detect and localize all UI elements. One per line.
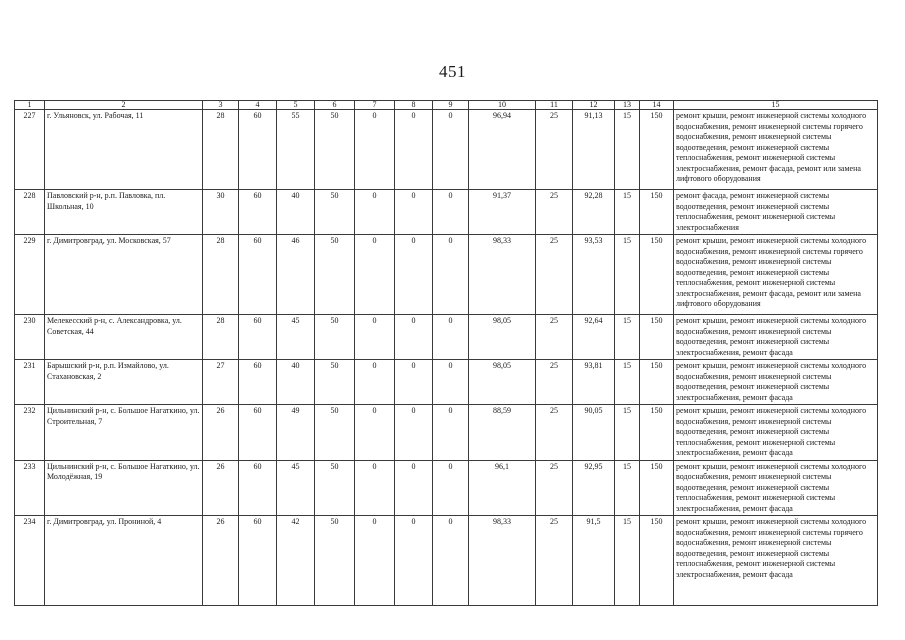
works-cell: ремонт крыши, ремонт инженерной системы холодного водоснабжения, ремонт инженерной системы водоотведения, ремонт инженерной системы электроснабжения, ремонт фасада — [674, 360, 878, 405]
value-cell: 0 — [355, 516, 395, 606]
value-cell: 91,5 — [573, 516, 615, 606]
value-cell: 93,53 — [573, 235, 615, 315]
value-cell: 45 — [277, 315, 315, 360]
column-header: 2 — [45, 101, 203, 110]
column-header: 1 — [15, 101, 45, 110]
value-cell: 0 — [395, 460, 433, 516]
address-cell: Мелекесский р-н, с. Александровка, ул. Советская, 44 — [45, 315, 203, 360]
value-cell: 25 — [536, 460, 573, 516]
value-cell: 15 — [615, 110, 640, 190]
value-cell: 60 — [239, 460, 277, 516]
value-cell: 28 — [203, 235, 239, 315]
value-cell: 92,95 — [573, 460, 615, 516]
table-row — [15, 516, 878, 606]
value-cell: 45 — [277, 460, 315, 516]
value-cell: 150 — [640, 190, 674, 235]
works-cell: ремонт крыши, ремонт инженерной системы холодного водоснабжения, ремонт инженерной системы водоотведения, ремонт инженерной системы электроснабжения, ремонт фасада — [674, 315, 878, 360]
works-cell: ремонт крыши, ремонт инженерной системы холодного водоснабжения, ремонт инженерной системы горячего водоснабжения, ремонт инженерной системы водоотведения, ремонт инженерной системы теплоснабжения, ремонт инженерной системы электроснабжения, ремонт фасада, ремонт или замена лифтового оборудования — [674, 110, 878, 190]
row-number: 232 — [15, 405, 45, 461]
value-cell: 150 — [640, 315, 674, 360]
value-cell: 28 — [203, 110, 239, 190]
value-cell: 96,1 — [469, 460, 536, 516]
row-number: 231 — [15, 360, 45, 405]
value-cell: 96,94 — [469, 110, 536, 190]
value-cell: 0 — [433, 360, 469, 405]
value-cell: 26 — [203, 405, 239, 461]
works-cell: ремонт крыши, ремонт инженерной системы холодного водоснабжения, ремонт инженерной системы водоотведения, ремонт инженерной системы теплоснабжения, ремонт инженерной системы электроснабжения, ремонт фасада — [674, 460, 878, 516]
value-cell: 25 — [536, 235, 573, 315]
value-cell: 0 — [355, 315, 395, 360]
column-header: 3 — [203, 101, 239, 110]
value-cell: 50 — [315, 315, 355, 360]
value-cell: 50 — [315, 516, 355, 606]
column-header: 5 — [277, 101, 315, 110]
value-cell: 30 — [203, 190, 239, 235]
value-cell: 93,81 — [573, 360, 615, 405]
value-cell: 27 — [203, 360, 239, 405]
value-cell: 40 — [277, 360, 315, 405]
works-cell: ремонт крыши, ремонт инженерной системы холодного водоснабжения, ремонт инженерной системы горячего водоснабжения, ремонт инженерной системы водоотведения, ремонт инженерной системы теплоснабжения, ремонт инженерной системы электроснабжения, ремонт фасада — [674, 516, 878, 606]
value-cell: 25 — [536, 360, 573, 405]
value-cell: 46 — [277, 235, 315, 315]
table-row — [15, 110, 878, 190]
value-cell: 0 — [433, 460, 469, 516]
column-header: 8 — [395, 101, 433, 110]
value-cell: 0 — [395, 405, 433, 461]
value-cell: 26 — [203, 460, 239, 516]
value-cell: 0 — [395, 110, 433, 190]
value-cell: 150 — [640, 235, 674, 315]
value-cell: 15 — [615, 190, 640, 235]
value-cell: 91,37 — [469, 190, 536, 235]
column-header: 15 — [674, 101, 878, 110]
value-cell: 60 — [239, 360, 277, 405]
value-cell: 15 — [615, 360, 640, 405]
value-cell: 25 — [536, 315, 573, 360]
value-cell: 15 — [615, 460, 640, 516]
value-cell: 25 — [536, 190, 573, 235]
value-cell: 0 — [395, 315, 433, 360]
value-cell: 98,33 — [469, 235, 536, 315]
value-cell: 150 — [640, 460, 674, 516]
column-header: 10 — [469, 101, 536, 110]
address-cell: Цильнинский р-н, с. Большое Нагаткино, ул. Молодёжная, 19 — [45, 460, 203, 516]
row-number: 234 — [15, 516, 45, 606]
value-cell: 0 — [355, 110, 395, 190]
value-cell: 98,05 — [469, 360, 536, 405]
value-cell: 0 — [395, 516, 433, 606]
table-row — [15, 360, 878, 405]
value-cell: 91,13 — [573, 110, 615, 190]
value-cell: 40 — [277, 190, 315, 235]
value-cell: 50 — [315, 190, 355, 235]
value-cell: 0 — [355, 405, 395, 461]
value-cell: 0 — [433, 110, 469, 190]
value-cell: 0 — [433, 190, 469, 235]
value-cell: 60 — [239, 190, 277, 235]
value-cell: 15 — [615, 516, 640, 606]
page-number: 451 — [439, 62, 466, 81]
header-row — [15, 101, 878, 110]
value-cell: 60 — [239, 516, 277, 606]
row-number: 233 — [15, 460, 45, 516]
address-cell: г. Ульяновск, ул. Рабочая, 11 — [45, 110, 203, 190]
value-cell: 92,64 — [573, 315, 615, 360]
row-number: 230 — [15, 315, 45, 360]
value-cell: 0 — [433, 405, 469, 461]
value-cell: 50 — [315, 460, 355, 516]
value-cell: 25 — [536, 405, 573, 461]
value-cell: 15 — [615, 405, 640, 461]
value-cell: 88,59 — [469, 405, 536, 461]
value-cell: 55 — [277, 110, 315, 190]
value-cell: 42 — [277, 516, 315, 606]
address-cell: Павловский р-н, р.п. Павловка, пл. Школьная, 10 — [45, 190, 203, 235]
works-cell: ремонт крыши, ремонт инженерной системы холодного водоснабжения, ремонт инженерной системы горячего водоснабжения, ремонт инженерной системы водоотведения, ремонт инженерной системы теплоснабжения, ремонт инженерной системы электроснабжения, ремонт фасада, ремонт или замена лифтового оборудования — [674, 235, 878, 315]
value-cell: 0 — [433, 516, 469, 606]
value-cell: 150 — [640, 405, 674, 461]
value-cell: 150 — [640, 360, 674, 405]
value-cell: 50 — [315, 235, 355, 315]
value-cell: 150 — [640, 516, 674, 606]
value-cell: 0 — [395, 190, 433, 235]
value-cell: 26 — [203, 516, 239, 606]
value-cell: 50 — [315, 110, 355, 190]
column-header: 13 — [615, 101, 640, 110]
column-header: 4 — [239, 101, 277, 110]
value-cell: 0 — [355, 190, 395, 235]
value-cell: 60 — [239, 405, 277, 461]
table-row — [15, 235, 878, 315]
value-cell: 25 — [536, 110, 573, 190]
address-cell: г. Димитровград, ул. Прониной, 4 — [45, 516, 203, 606]
value-cell: 49 — [277, 405, 315, 461]
value-cell: 50 — [315, 360, 355, 405]
table-row — [15, 460, 878, 516]
value-cell: 0 — [395, 235, 433, 315]
value-cell: 90,05 — [573, 405, 615, 461]
column-header: 14 — [640, 101, 674, 110]
value-cell: 25 — [536, 516, 573, 606]
value-cell: 92,28 — [573, 190, 615, 235]
address-cell: Цильнинский р-н, с. Большое Нагаткино, ул. Строительная, 7 — [45, 405, 203, 461]
value-cell: 60 — [239, 315, 277, 360]
table-row — [15, 190, 878, 235]
value-cell: 0 — [355, 460, 395, 516]
works-cell: ремонт крыши, ремонт инженерной системы холодного водоснабжения, ремонт инженерной системы водоотведения, ремонт инженерной системы теплоснабжения, ремонт инженерной системы электроснабжения, ремонт фасада — [674, 405, 878, 461]
value-cell: 60 — [239, 110, 277, 190]
value-cell: 15 — [615, 315, 640, 360]
address-cell: г. Димитровград, ул. Московская, 57 — [45, 235, 203, 315]
table-row — [15, 315, 878, 360]
value-cell: 98,05 — [469, 315, 536, 360]
row-number: 229 — [15, 235, 45, 315]
column-header: 11 — [536, 101, 573, 110]
column-header: 6 — [315, 101, 355, 110]
value-cell: 60 — [239, 235, 277, 315]
row-number: 228 — [15, 190, 45, 235]
value-cell: 0 — [433, 315, 469, 360]
value-cell: 50 — [315, 405, 355, 461]
value-cell: 0 — [355, 235, 395, 315]
value-cell: 0 — [355, 360, 395, 405]
value-cell: 150 — [640, 110, 674, 190]
column-header: 7 — [355, 101, 395, 110]
works-table — [14, 100, 878, 606]
table-row — [15, 405, 878, 461]
value-cell: 0 — [395, 360, 433, 405]
value-cell: 0 — [433, 235, 469, 315]
works-cell: ремонт фасада, ремонт инженерной системы водоотведения, ремонт инженерной системы теплоснабжения, ремонт инженерной системы электроснабжения — [674, 190, 878, 235]
column-header: 12 — [573, 101, 615, 110]
address-cell: Барышский р-н, р.п. Измайлово, ул. Стахановская, 2 — [45, 360, 203, 405]
value-cell: 28 — [203, 315, 239, 360]
row-number: 227 — [15, 110, 45, 190]
column-header: 9 — [433, 101, 469, 110]
value-cell: 98,33 — [469, 516, 536, 606]
value-cell: 15 — [615, 235, 640, 315]
